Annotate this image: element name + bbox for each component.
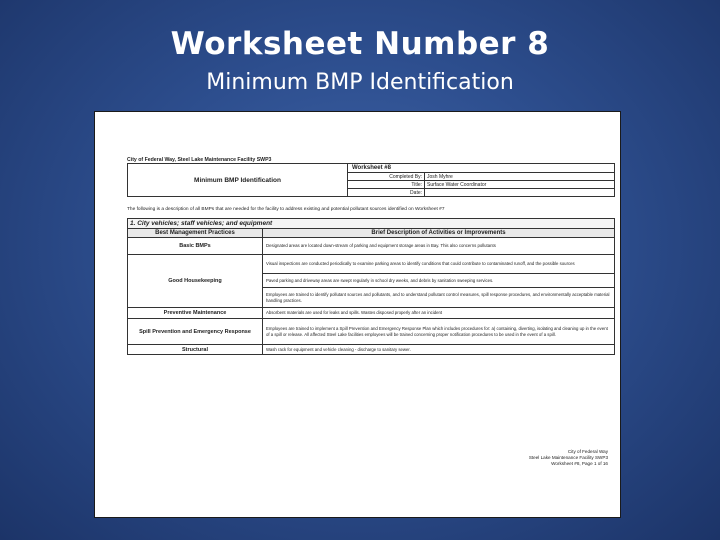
bmp-table xyxy=(127,218,615,355)
bmp-name: Basic BMPs xyxy=(128,238,263,255)
section-heading: 1. City vehicles; staff vehicles; and equipment xyxy=(128,219,615,229)
title-label: Title: xyxy=(348,181,425,189)
title-value: Surface Water Coordinator xyxy=(425,181,615,189)
bmp-name: Structural xyxy=(128,345,263,355)
bmp-description: Employees are trained to identify pollutant sources and pollutants, and to understand pollutant control measures, spill response procedures, and environmentally acceptable material handling practices. xyxy=(263,288,615,308)
completed-by-value: Josh Myhre xyxy=(425,173,615,181)
worksheet-header-table xyxy=(127,163,615,197)
bmp-description: Absorbent materials are used for leaks and spills. Wastes disposed properly after an incident xyxy=(263,308,615,319)
bmp-name: Spill Prevention and Emergency Response xyxy=(128,319,263,345)
document-header: City of Federal Way, Steel Lake Maintenance Facility SWP3 xyxy=(127,157,272,163)
date-label: Date: xyxy=(348,189,425,197)
document-footer xyxy=(529,449,608,467)
date-value xyxy=(425,189,615,197)
worksheet-number: Worksheet #8 xyxy=(348,164,615,173)
footer-page-number: Worksheet #8, Page 1 of 16 xyxy=(551,460,608,466)
column-header-bmp: Best Management Practices xyxy=(128,229,263,238)
footer-line: Steel Lake Maintenance Facility SWP3 xyxy=(528,454,608,460)
worksheet-main-title: Minimum BMP Identification xyxy=(128,164,348,197)
worksheet-document xyxy=(95,112,620,517)
column-header-description: Brief Description of Activities or Improvements xyxy=(263,229,615,238)
bmp-name: Good Housekeeping xyxy=(128,255,263,308)
intro-text: The following is a description of all BMPs that are needed for the facility to address existing and potential pollutant sources identified on Worksheet #7 xyxy=(127,207,445,212)
bmp-description: Designated areas are located down-stream of parking and equipment storage areas in Bay. This also concerns pollutants xyxy=(263,238,615,255)
bmp-description: Paved parking and driveway areas are swept regularly in school dry weeks, and debris by sanitation sweeping services. xyxy=(263,274,615,288)
bmp-description: Visual inspections are conducted periodically to examine parking areas to identify conditions that could contribute to contaminated runoff, and the possible sources xyxy=(263,255,615,274)
bmp-description: Employees are trained to implement a Spill Prevention and Emergency Response Plan which includes procedures for: a) containing, diverting, isolating and cleaning up in the event of a spill or release. All affected Steel Lake facilities employees will be trained concerning proper notification procedures to be used in the event of a spill. xyxy=(263,319,615,345)
bmp-name: Preventive Maintenance xyxy=(128,308,263,319)
slide-title: Worksheet Number 8 xyxy=(170,26,550,62)
completed-by-label: Completed By: xyxy=(348,173,425,181)
slide-subtitle: Minimum BMP Identification xyxy=(206,70,514,95)
footer-line: City of Federal Way xyxy=(567,449,608,454)
bmp-description: Wash rack for equipment and vehicle cleaning - discharge to sanitary sewer. xyxy=(263,345,615,355)
